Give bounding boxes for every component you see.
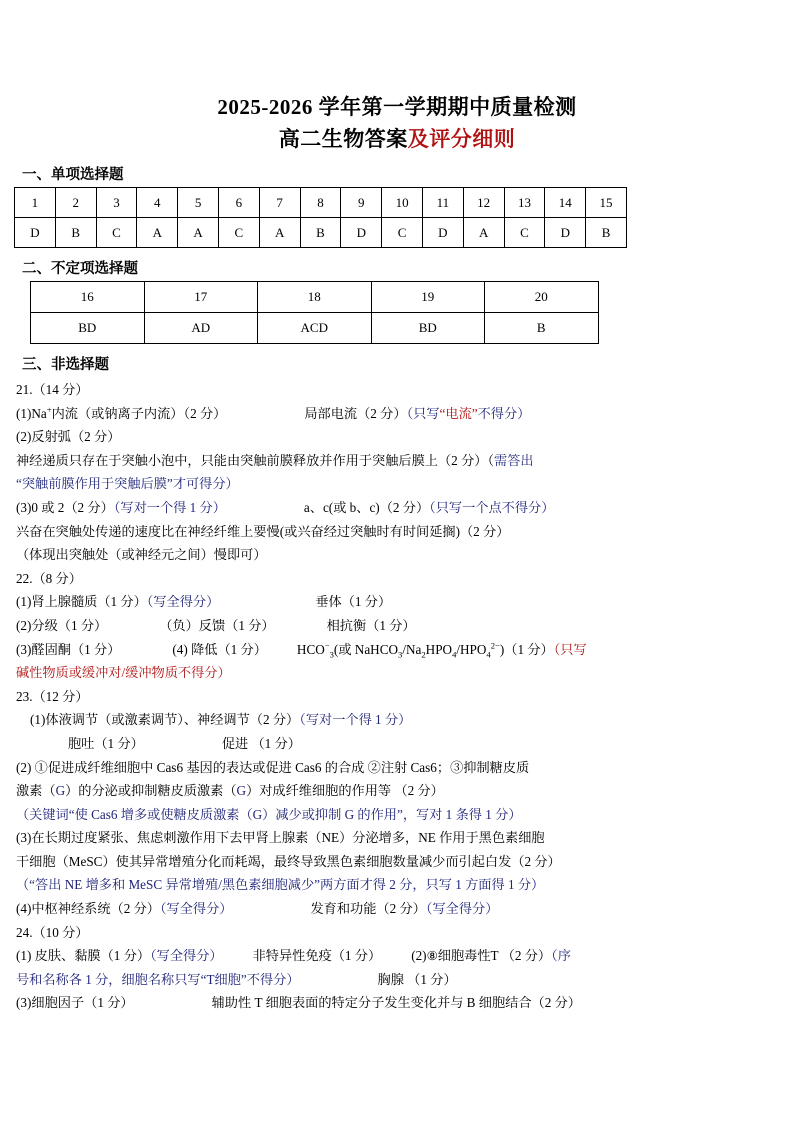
table-cell: 7: [259, 188, 300, 218]
q21-item-1: [16, 402, 782, 426]
q23-item-3-line-1: (3)在长期过度紧张、焦虑刺激作用下去甲肾上腺素（NE）分泌增多，NE 作用于黑色素细胞: [16, 830, 545, 846]
q24-item-1: [16, 944, 782, 968]
q22-4-note-open: （只写: [553, 641, 587, 657]
table-cell: BD: [371, 313, 485, 344]
table-cell: A: [463, 218, 504, 248]
q21-item-3-note: （体现出突触处（或神经元之间）慢即可）: [16, 547, 267, 563]
table-cell: D: [545, 218, 586, 248]
title-line-2: [0, 124, 794, 154]
q23-item-1: [16, 708, 782, 732]
table-cell: D: [15, 218, 56, 248]
q23-4-note-a: （写全得分）: [159, 901, 233, 917]
q24-2-note-cont-text: 号和名称各 1 分，细胞名称只写“T细胞”不得分）: [16, 971, 300, 987]
table-cell: 3: [96, 188, 137, 218]
q24-1-note-a: （写全得分）: [150, 948, 223, 964]
table-cell: C: [382, 218, 423, 248]
table-cell: B: [55, 218, 96, 248]
q24-1-text-a: (1) 皮肤、黏膜（1 分）: [16, 948, 151, 964]
q22-1-text-b: 垂体（1 分）: [315, 594, 392, 610]
q21-1-text-c: 局部电流（2 分）: [304, 405, 407, 421]
table-cell: 8: [300, 188, 341, 218]
q23-1-note: （写对一个得 1 分）: [299, 712, 412, 728]
q23-2-marker-g2: G: [236, 783, 247, 799]
q22-1-text-a: (1)肾上腺髓质（1 分）: [16, 594, 147, 610]
table-cell: C: [504, 218, 545, 248]
q21-1-text-b: 内流（或钠离子内流）（2 分）: [51, 405, 227, 421]
q21-3-note-b: （只写一个点不得分）: [429, 499, 555, 515]
table-cell: 5: [178, 188, 219, 218]
table-cell: BD: [31, 313, 145, 344]
circled-number-icon: ⑧: [426, 948, 438, 964]
q22-3-text: (3)醛固酮（1 分）: [16, 641, 121, 657]
q24-2-text: 细胞毒性T （2 分）: [437, 948, 552, 964]
q23-item-2-line-2: [16, 779, 782, 803]
formula-sub-2: 2: [421, 649, 426, 660]
single-choice-table-wrap: [0, 187, 794, 248]
q21-item-2: (2)反射弧（2 分）: [16, 429, 121, 445]
q21-2-explanation-black: 神经递质只存在于突触小泡中，只能由突触前膜释放并作用于突触后膜上（2 分）（: [16, 452, 495, 468]
q21-item-2-note-cont: “突触前膜作用于突触后膜”才可得分）: [16, 476, 239, 492]
q23-item-2-note: （关键词“使 Cas6 增多或使糖皮质激素（G）减少或抑制 G 的作用”，写对 1 条得 1 分）: [16, 806, 522, 822]
q24-3-text-a: (3)细胞因子（1 分）: [16, 995, 134, 1011]
table-cell: 1: [15, 188, 56, 218]
table-cell: A: [259, 218, 300, 248]
q24-2-blank-thymus: 胸腺 （1 分）: [377, 971, 457, 987]
table-cell: D: [341, 218, 382, 248]
formula-mid-3: /HPO: [456, 641, 487, 657]
table-row-question-numbers: [15, 188, 627, 218]
q22-header: 22.（8 分）: [16, 570, 82, 586]
q21-3-text-b: a、c(或 b、c)（2 分）: [303, 499, 430, 515]
table-cell: 2: [55, 188, 96, 218]
heading-single-choice: 一、单项选择题: [22, 167, 124, 183]
q23-item-3-note: （“答出 NE 增多和 MeSC 异常增殖/黑色素细胞减少”两方面才得 2 分，只写 1 方面得 1 分）: [16, 877, 545, 893]
formula-hco3-count: 3: [329, 649, 334, 660]
table-cell: 9: [341, 188, 382, 218]
title-subject: 高二生物答案: [278, 127, 408, 151]
table-cell: 11: [422, 188, 463, 218]
table-cell: A: [137, 218, 178, 248]
q23-1-blank-b: 促进 （1 分）: [221, 735, 301, 751]
table-cell: 16: [31, 282, 145, 313]
q21-3-text-a: (3)0 或 2（2 分）: [16, 499, 114, 515]
q24-item-2-note-cont: [16, 968, 782, 992]
q21-1-note-keyword: “电流”: [439, 405, 478, 421]
formula-sub-1: 3: [398, 649, 403, 660]
q24-3-text-b: 辅助性 T 细胞表面的特定分子发生变化并与 B 细胞结合（2 分）: [211, 995, 581, 1011]
formula-charge-2: 2−: [490, 640, 500, 651]
table-cell: 19: [371, 282, 485, 313]
table-cell: B: [300, 218, 341, 248]
table-cell: AD: [144, 313, 258, 344]
q21-3-note-a: （写对一个得 1 分）: [113, 499, 226, 515]
q23-item-4: [16, 897, 782, 921]
q22-2-text-b: （负）反馈（1 分）: [159, 617, 275, 633]
q23-header: 23.（12 分）: [16, 688, 89, 704]
q21-1-text-a: (1)Na: [16, 405, 47, 421]
q23-4-note-b: （写全得分）: [425, 901, 499, 917]
q22-2-text-c: 相抗衡（1 分）: [326, 617, 416, 633]
q23-item-1-blanks: [16, 732, 782, 756]
q21-item-3: [16, 496, 782, 520]
title-line-1: 2025-2026 学年第一学期期中质量检测: [217, 95, 577, 119]
table-row-answers: [15, 218, 627, 248]
q23-2-text-1: 激素（: [16, 783, 56, 799]
q21-item-2-explanation: [16, 449, 782, 473]
q23-1-blank-a: 胞吐（1 分）: [68, 735, 144, 751]
formula-alt-close: ): [499, 641, 505, 657]
formula-mid-2: HPO: [425, 641, 453, 657]
q24-2-note-open: （序: [551, 948, 571, 964]
multi-choice-table-wrap: [0, 281, 794, 344]
table-cell: C: [96, 218, 137, 248]
table-cell: 20: [485, 282, 599, 313]
heading-multi-choice: 二、不定项选择题: [22, 261, 138, 277]
table-cell: 6: [218, 188, 259, 218]
q23-2-text-2: ）的分泌或抑制糖皮质激素（: [65, 783, 237, 799]
formula-hco3-base: HCO: [296, 641, 325, 657]
heading-free-response: 三、非选择题: [22, 357, 109, 373]
q21-header: 21.（14 分）: [16, 382, 89, 397]
table-cell: 10: [382, 188, 423, 218]
q23-2-text-3: ）对成纤维细胞的作用等 （2 分）: [246, 783, 444, 799]
formula-mid-1: /Na: [402, 641, 422, 657]
q21-item-3-explanation: 兴奋在突触处传递的速度比在神经纤维上要慢(或兴奋经过突触时有时间延搁)（2 分）: [16, 523, 510, 539]
single-choice-table: [14, 187, 627, 248]
table-cell: B: [586, 218, 627, 248]
q21-1-note-open: （只写: [406, 405, 440, 421]
q21-1-note-close: 不得分）: [477, 405, 531, 421]
title-scoring-rules: 及评分细则: [407, 127, 516, 151]
q22-2-text-a: (2)分级（1 分）: [16, 617, 108, 633]
q22-1-note: （写全得分）: [146, 594, 220, 610]
q23-4-text-b: 发育和功能（2 分）: [310, 901, 426, 917]
table-cell: 17: [144, 282, 258, 313]
table-row-question-numbers: [31, 282, 599, 313]
table-cell: 4: [137, 188, 178, 218]
q22-4-formula: [296, 640, 505, 660]
table-cell: ACD: [258, 313, 372, 344]
table-cell: 18: [258, 282, 372, 313]
q22-item-3-and-4: [16, 638, 782, 662]
document-title-block: [0, 92, 794, 154]
q22-item-1: [16, 590, 782, 614]
table-row-answers: [31, 313, 599, 344]
q21-2-explanation-blue: 需答出: [494, 452, 534, 468]
q24-1-text-b: 非特异性免疫（1 分）: [252, 948, 382, 964]
formula-sub-4: 4: [486, 649, 491, 660]
table-cell: B: [485, 313, 599, 344]
free-response-answers: [0, 378, 794, 1015]
q22-4-text: (4) 降低（1 分）: [172, 641, 267, 657]
q21-1-superscript: +: [46, 404, 52, 415]
q22-4-score: （1 分）: [504, 641, 554, 657]
table-cell: D: [422, 218, 463, 248]
q23-item-2-line-1: (2) ①促进成纤维细胞中 Cas6 基因的表达或促进 Cas6 的合成 ②注射 Cas6；③抑制糖皮质: [16, 759, 530, 775]
q23-1-text: (1)体液调节（或激素调节）、神经调节（2 分）: [30, 712, 300, 728]
formula-sub-3: 4: [452, 649, 457, 660]
q24-header: 24.（10 分）: [16, 924, 89, 940]
formula-alt-open: (或 NaHCO: [333, 641, 399, 657]
table-cell: 15: [586, 188, 627, 218]
q22-item-2: [16, 614, 782, 638]
table-cell: C: [218, 218, 259, 248]
formula-hco3-charge: −: [324, 640, 330, 651]
table-cell: 13: [504, 188, 545, 218]
q24-item-3: [16, 991, 782, 1015]
q24-2-label: (2): [411, 948, 427, 964]
multi-choice-table: [30, 281, 599, 344]
q22-4-note-cont: 碱性物质或缓冲对/缓冲物质不得分）: [16, 665, 231, 681]
q23-4-text-a: (4)中枢神经系统（2 分）: [16, 901, 160, 917]
q23-2-marker-g1: G: [55, 783, 66, 799]
table-cell: A: [178, 218, 219, 248]
table-cell: 12: [463, 188, 504, 218]
table-cell: 14: [545, 188, 586, 218]
q23-item-3-line-2: 干细胞（MeSC）使其异常增殖分化而耗竭，最终导致黑色素细胞数量减少而引起白发（2 分）: [16, 853, 561, 869]
